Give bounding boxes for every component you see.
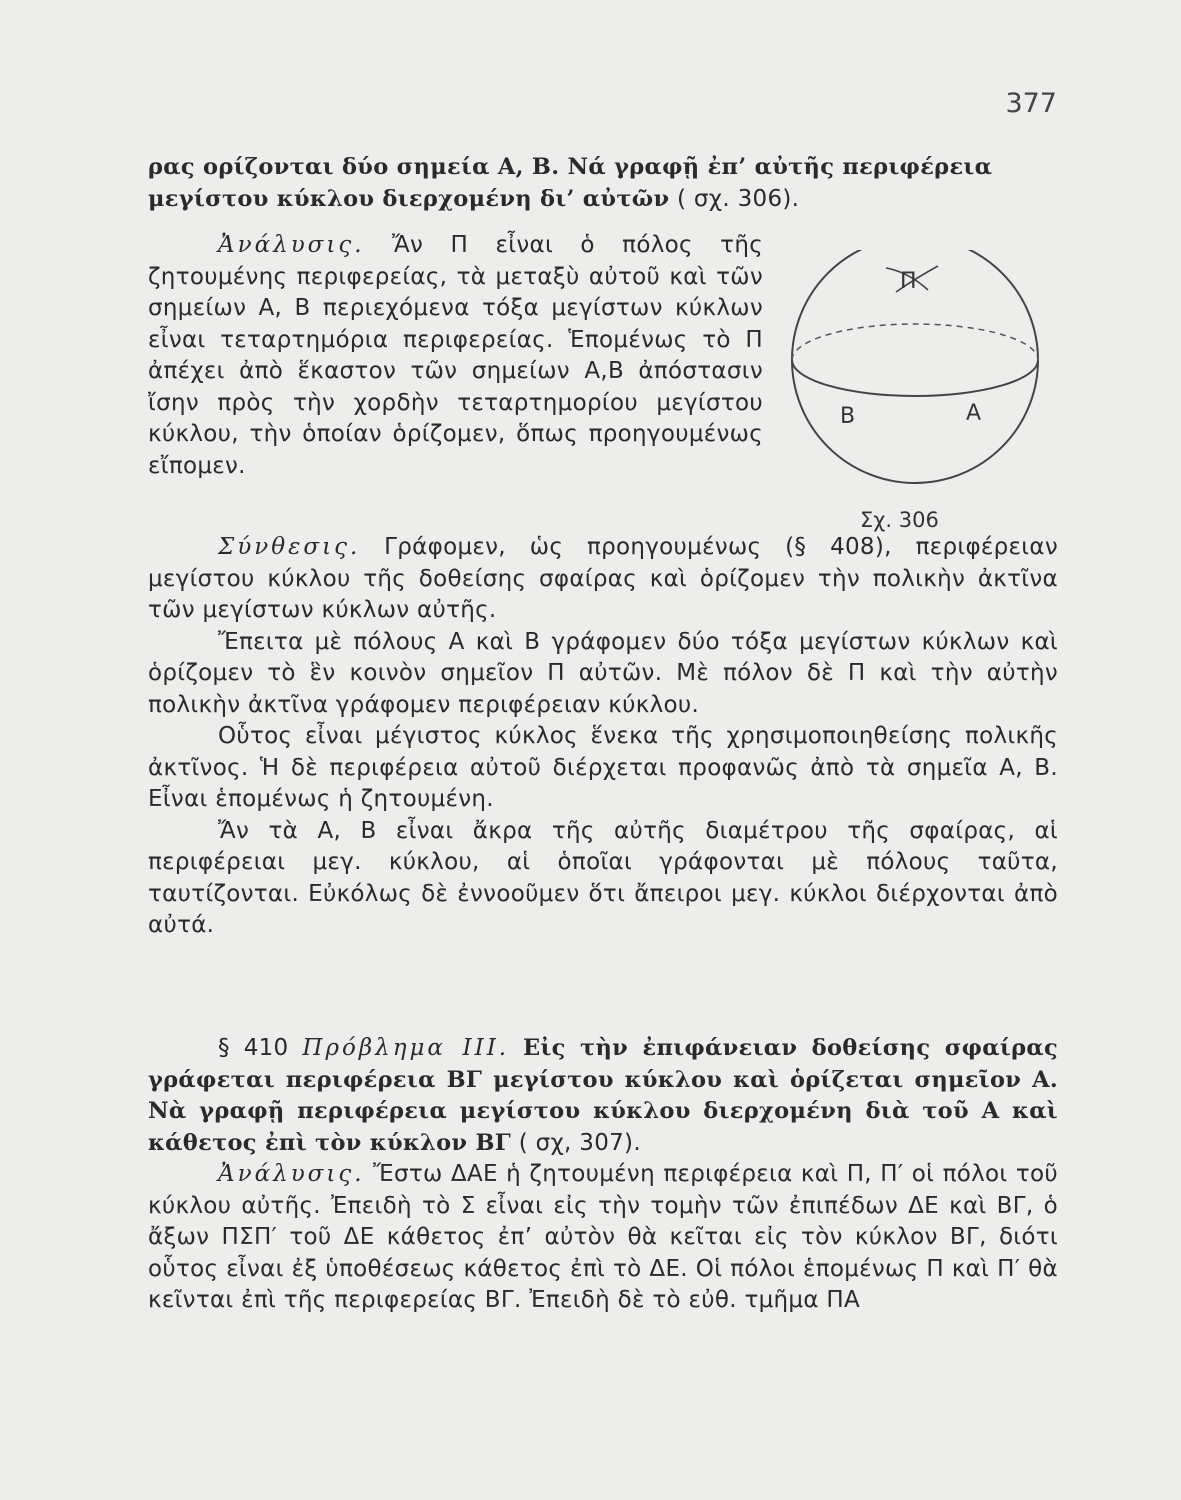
synthesis-section (148, 532, 1058, 942)
problem-title: Πρόβλημα ΙΙΙ. (302, 1035, 510, 1061)
label-a: Α (966, 401, 982, 426)
analysis-paragraph (148, 230, 763, 482)
label-b: Β (840, 404, 856, 429)
problem-continuation (148, 152, 1058, 215)
problem-statement: Εἰς τὴν ἐπιφάνειαν δοθείσης σφαίρας γράφεται περιφέρεια ΒΓ μεγίστου κύκλου καὶ ὁρίζεται σημεῖον Α. Νὰ γραφῇ περιφέρεια μεγίστου κύκλου διερχομένη διὰ τοῦ Α καὶ κάθετος ἐπὶ τὸν κύκλον ΒΓ (148, 1035, 1058, 1156)
great-circle-front (792, 360, 1038, 396)
analysis-2-label: Ἀνάλυσις. (218, 1161, 365, 1187)
synthesis-paragraph-2: Ἔπειτα μὲ πόλους Α καὶ Β γράφομεν δύο τόξα μεγίστων κύκλων καὶ ὁρίζομεν τὸ ἓν κοινὸν σημεῖον Π αὐτῶν. Μὲ πόλον δὲ Π καὶ τὴν αὐτὴν πολικὴν ἀκτῖνα γράφομεν περιφέρειαν κύκλου. (148, 628, 1058, 718)
label-p: Π (900, 269, 917, 294)
figure-reference: ( σχ. 306). (677, 185, 800, 212)
problem-figure-reference: ( σχ, 307). (518, 1129, 641, 1156)
analysis-label: Ἀνάλυσις. (218, 232, 365, 258)
statement-line-1: ρας ορίζονται δύο σημεία Α, Β. Νά γραφῇ ἐπ’ αὐτῆς περιφέρεια (148, 154, 993, 180)
synthesis-label: Σύνθεσις. (218, 534, 361, 560)
figure-caption: Σχ. 306 (860, 508, 939, 532)
section-number: § 410 (218, 1035, 289, 1061)
sphere-figure (778, 250, 1048, 540)
synthesis-paragraph-3: Οὗτος εἶναι μέγιστος κύκλος ἕνεκα τῆς χρησιμοποιηθείσης πολικῆς ἀκτῖνος. Ἡ δὲ περιφέρεια αὐτοῦ διέρχεται προφανῶς ἀπὸ τὰ σημεῖα Α, Β. Εἶναι ἑπομένως ἡ ζητουμένη. (148, 723, 1058, 812)
statement-line-2: μεγίστου κύκλου διερχομένη δι’ αὐτῶν (148, 185, 670, 212)
problem-section (148, 1033, 1058, 1317)
great-circle-back (792, 324, 1038, 360)
analysis-text: Ἄν Π εἶναι ὁ πόλος τῆς ζητουμένης περιφερείας, τὰ μεταξὺ αὐτοῦ καὶ τῶν σημείων Α, Β περιεχόμενα τόξα μεγίστων κύκλων εἶναι τεταρτημόρια περιφερείας. Ἑπομένως τὸ Π ἀπέχει ἀπὸ ἕκαστον τῶν σημείων Α,Β ἀπόστασιν ἴσην πρὸς τὴν χορδὴν τεταρτημορίου μεγίστου κύκλου, τὴν ὁποίαν ὁρίζομεν, ὅπως προηγουμένως εἴπομεν. (148, 232, 763, 479)
page-number: 377 (1005, 88, 1057, 119)
synthesis-paragraph-4: Ἄν τὰ Α, Β εἶναι ἄκρα τῆς αὐτῆς διαμέτρου τῆς σφαίρας, αἱ περιφέρειαι μεγ. κύκλου, αἱ ὁποῖαι γράφονται μὲ πόλους ταῦτα, ταυτίζονται. Εὐκόλως δὲ ἐννοοῦμεν ὅτι ἄπειροι μεγ. κύκλοι διέρχονται ἀπὸ αὐτά. (148, 817, 1058, 938)
analysis-2-text: Ἔστω ΔΑΕ ἡ ζητουμένη περιφέρεια καὶ Π, Π′ οἱ πόλοι τοῦ κύκλου αὐτῆς. Ἐπειδὴ τὸ Σ εἶναι εἰς τὴν τομὴν τῶν ἐπιπέδων ΔΕ καὶ ΒΓ, ὁ ἄξων ΠΣΠ′ τοῦ ΔΕ κάθετος ἐπ’ αὐτὸν θὰ κεῖται εἰς τὸν κύκλον ΒΓ, διότι οὗτος εἶναι ἐξ ὑποθέσεως κάθετος ἐπὶ τὸ ΔΕ. Οἱ πόλοι ἑπομένως Π καὶ Π′ θὰ κεῖνται ἐπὶ τῆς περιφερείας ΒΓ. Ἐπειδὴ δὲ τὸ εὐθ. τμῆμα ΠΑ (148, 1161, 1058, 1313)
synthesis-paragraph-1: Γράφομεν, ὡς προηγουμένως (§ 408), περιφέρειαν μεγίστου κύκλου τῆς δοθείσης σφαίρας καὶ ὁρίζομεν τὴν πολικὴν ἀκτῖνα τῶν μεγίστων κύκλων αὐτῆς. (148, 534, 1058, 623)
